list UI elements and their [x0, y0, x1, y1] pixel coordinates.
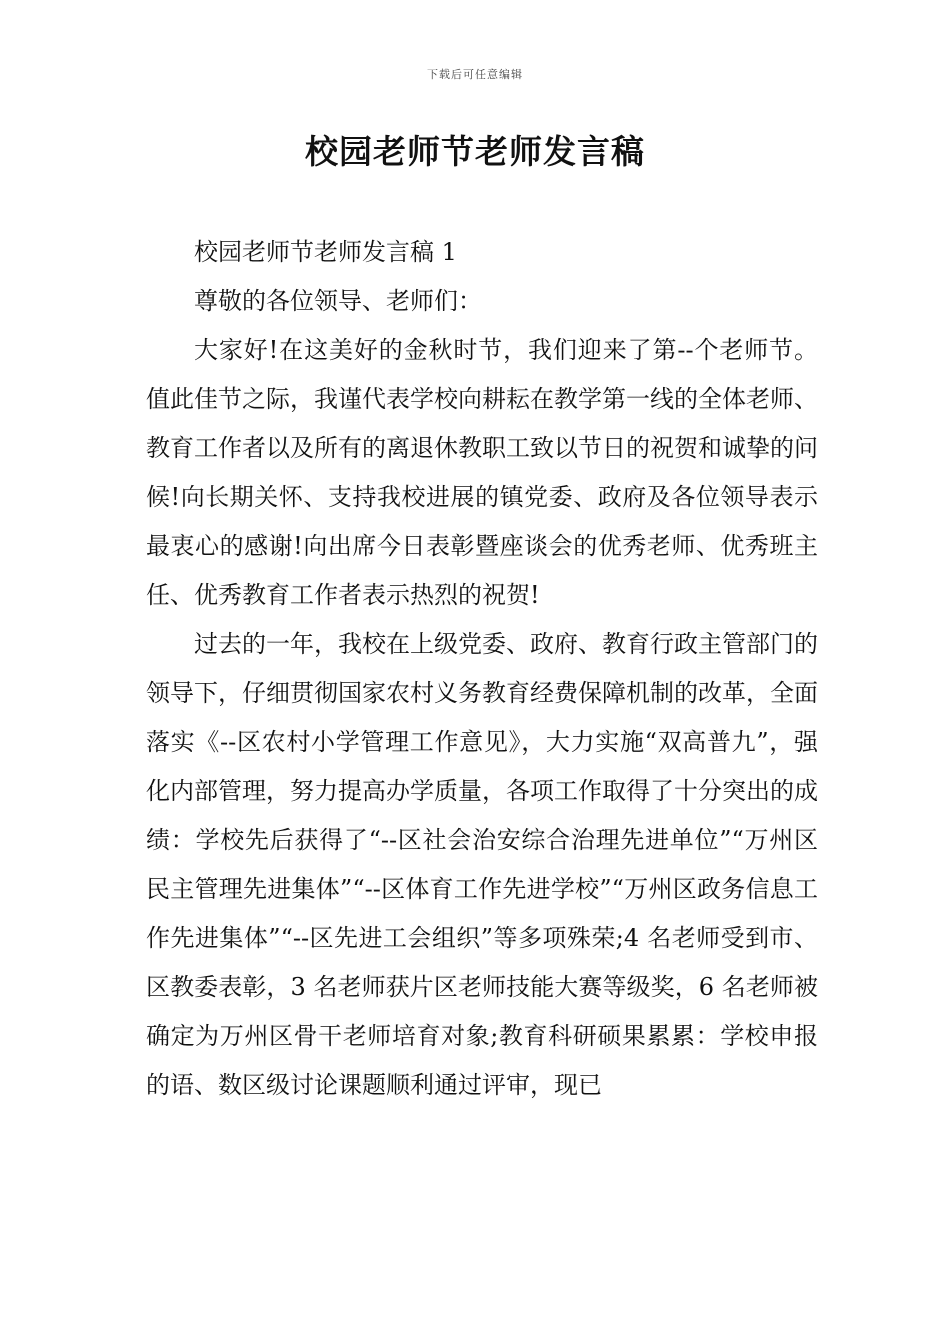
document-body — [146, 228, 818, 1110]
paragraph: 过去的一年，我校在上级党委、政府、教育行政主管部门的领导下，仔细贯彻国家农村义务教育经费保障机制的改革，全面落实《--区农村小学管理工作意见》，大力实施“双高普九”，强化内部管理，努力提高办学质量，各项工作取得了十分突出的成绩：学校先后获得了“--区社会治安综合治理先进单位”“万州区民主管理先进集体”“--区体育工作先进学校”“万州区政务信息工作先进集体”“--区先进工会组织”等多项殊荣;4 名老师受到市、区教委表彰，3 名老师获片区老师技能大赛等级奖，6 名老师被确定为万州区骨干老师培育对象;教育科研硕果累累：学校申报的语、数区级讨论课题顺利通过评审，现已 — [146, 630, 818, 1099]
paragraph-salutation: 尊敬的各位领导、老师们： — [194, 287, 482, 315]
header-note: 下载后可任意编辑 — [427, 68, 523, 81]
paragraph-heading: 校园老师节老师发言稿 1 — [194, 238, 457, 266]
document-title: 校园老师节老师发言稿 — [305, 132, 645, 171]
paragraph: 大家好!在这美好的金秋时节，我们迎来了第--个老师节。值此佳节之际，我谨代表学校向耕耘在教学第一线的全体老师、教育工作者以及所有的离退休教职工致以节日的祝贺和诚挚的问候!向长期关怀、支持我校进展的镇党委、政府及各位领导表示最衷心的感谢!向出席今日表彰暨座谈会的优秀老师、优秀班主任、优秀教育工作者表示热烈的祝贺! — [146, 336, 818, 609]
